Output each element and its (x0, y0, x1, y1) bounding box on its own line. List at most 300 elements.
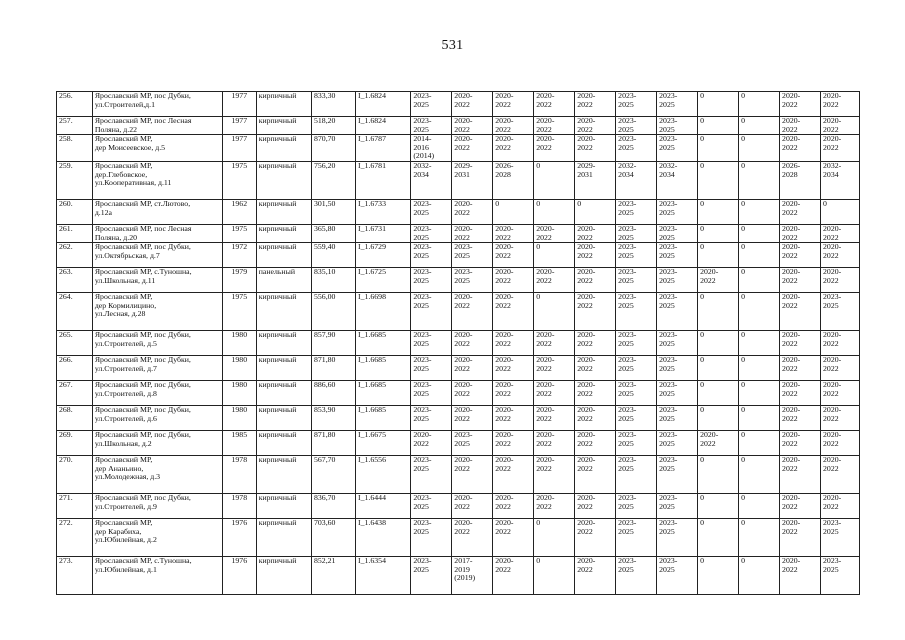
period-cell-p1: 2023- 2025 (411, 557, 452, 595)
period-cell-p9: 0 (739, 268, 780, 293)
period-cell-p6: 2023- 2025 (616, 431, 657, 456)
page-number: 531 (441, 38, 464, 53)
address-cell: Ярославский МР, пос Дубки, ул.Строителей, д.6 (92, 406, 222, 431)
material-cell: кирпичный (256, 331, 311, 356)
period-cell-p6: 2023- 2025 (616, 356, 657, 381)
code-cell: I_1.6731 (356, 224, 411, 242)
period-cell-p7: 2023- 2025 (657, 243, 698, 268)
period-cell-p8: 0 (698, 135, 739, 162)
period-cell-p7: 2032- 2034 (657, 161, 698, 199)
period-cell-p8: 0 (698, 494, 739, 519)
table-row (57, 519, 860, 557)
material-cell: кирпичный (256, 519, 311, 557)
material-cell: кирпичный (256, 224, 311, 242)
row-number: 267. (57, 381, 93, 406)
period-cell-p3: 2020- 2022 (493, 331, 534, 356)
period-cell-p9: 0 (739, 519, 780, 557)
area-cell: 301,50 (312, 199, 356, 224)
year-cell: 1980 (222, 381, 256, 406)
year-cell: 1975 (222, 293, 256, 331)
area-cell: 556,00 (312, 293, 356, 331)
material-cell: кирпичный (256, 406, 311, 431)
address-cell: Ярославский МР, пос Дубки, ул.Октябрьская, д.7 (92, 243, 222, 268)
period-cell-p5: 2020- 2022 (575, 381, 616, 406)
period-cell-p5: 2020- 2022 (575, 117, 616, 135)
year-cell: 1978 (222, 494, 256, 519)
period-cell-p10: 2020- 2022 (780, 224, 821, 242)
period-cell-p1: 2014- 2016 (2014) (411, 135, 452, 162)
period-cell-p6: 2023- 2025 (616, 519, 657, 557)
period-cell-p11: 2023- 2025 (821, 557, 860, 595)
row-number: 273. (57, 557, 93, 595)
code-cell: I_1.6675 (356, 431, 411, 456)
area-cell: 886,60 (312, 381, 356, 406)
period-cell-p4: 2020- 2022 (534, 494, 575, 519)
address-cell: Ярославский МР, пос Дубки, ул.Строителей,д.1 (92, 92, 222, 117)
code-cell: I_1.6685 (356, 331, 411, 356)
period-cell-p7: 2023- 2025 (657, 135, 698, 162)
row-number: 266. (57, 356, 93, 381)
period-cell-p7: 2023- 2025 (657, 224, 698, 242)
period-cell-p5: 2020- 2022 (575, 557, 616, 595)
housing-register-table (56, 91, 860, 595)
area-cell: 871,80 (312, 356, 356, 381)
period-cell-p11: 2020- 2022 (821, 135, 860, 162)
table-row (57, 243, 860, 268)
period-cell-p4: 0 (534, 557, 575, 595)
period-cell-p5: 2020- 2022 (575, 431, 616, 456)
period-cell-p3: 2020- 2022 (493, 557, 534, 595)
material-cell: кирпичный (256, 494, 311, 519)
address-cell: Ярославский МР, с.Туношна, ул.Юбилейная, д.1 (92, 557, 222, 595)
row-number: 259. (57, 161, 93, 199)
period-cell-p2: 2017- 2019 (2019) (452, 557, 493, 595)
period-cell-p2: 2020- 2022 (452, 519, 493, 557)
year-cell: 1976 (222, 519, 256, 557)
area-cell: 836,70 (312, 494, 356, 519)
period-cell-p4: 2020- 2022 (534, 431, 575, 456)
row-number: 271. (57, 494, 93, 519)
period-cell-p11: 2020- 2022 (821, 243, 860, 268)
year-cell: 1977 (222, 117, 256, 135)
period-cell-p10: 2020- 2022 (780, 494, 821, 519)
table-row (57, 431, 860, 456)
period-cell-p3: 2020- 2022 (493, 224, 534, 242)
period-cell-p10: 2020- 2022 (780, 117, 821, 135)
period-cell-p10: 2020- 2022 (780, 381, 821, 406)
period-cell-p2: 2020- 2022 (452, 331, 493, 356)
period-cell-p1: 2023- 2025 (411, 456, 452, 494)
period-cell-p6: 2023- 2025 (616, 331, 657, 356)
period-cell-p7: 2023- 2025 (657, 519, 698, 557)
period-cell-p6: 2023- 2025 (616, 293, 657, 331)
material-cell: кирпичный (256, 381, 311, 406)
period-cell-p5: 2029- 2031 (575, 161, 616, 199)
period-cell-p7: 2023- 2025 (657, 406, 698, 431)
address-cell: Ярославский МР, пос Дубки, ул.Строителей, д.8 (92, 381, 222, 406)
table-row (57, 161, 860, 199)
period-cell-p5: 2020- 2022 (575, 135, 616, 162)
area-cell: 870,70 (312, 135, 356, 162)
table-row (57, 268, 860, 293)
material-cell: кирпичный (256, 456, 311, 494)
period-cell-p9: 0 (739, 456, 780, 494)
period-cell-p3: 2020- 2022 (493, 293, 534, 331)
period-cell-p8: 0 (698, 381, 739, 406)
code-cell: I_1.6354 (356, 557, 411, 595)
table-row (57, 135, 860, 162)
period-cell-p11: 2020- 2022 (821, 331, 860, 356)
period-cell-p5: 2020- 2022 (575, 293, 616, 331)
period-cell-p4: 2020- 2022 (534, 331, 575, 356)
period-cell-p8: 0 (698, 117, 739, 135)
year-cell: 1962 (222, 199, 256, 224)
period-cell-p4: 2020- 2022 (534, 117, 575, 135)
period-cell-p5: 2020- 2022 (575, 519, 616, 557)
period-cell-p10: 2020- 2022 (780, 331, 821, 356)
address-cell: Ярославский МР, пос Дубки, ул.Школьная, д.2 (92, 431, 222, 456)
address-cell: Ярославский МР, с.Туношна, ул.Школьная, д.11 (92, 268, 222, 293)
material-cell: кирпичный (256, 199, 311, 224)
period-cell-p3: 2020- 2022 (493, 117, 534, 135)
period-cell-p3: 2020- 2022 (493, 431, 534, 456)
period-cell-p10: 2020- 2022 (780, 243, 821, 268)
period-cell-p9: 0 (739, 117, 780, 135)
period-cell-p11: 2020- 2022 (821, 356, 860, 381)
code-cell: I_1.6685 (356, 406, 411, 431)
row-number: 269. (57, 431, 93, 456)
period-cell-p3: 2026- 2028 (493, 161, 534, 199)
period-cell-p11: 2020- 2022 (821, 268, 860, 293)
year-cell: 1978 (222, 456, 256, 494)
code-cell: I_1.6438 (356, 519, 411, 557)
period-cell-p11: 2023- 2025 (821, 293, 860, 331)
code-cell: I_1.6733 (356, 199, 411, 224)
table-row (57, 293, 860, 331)
period-cell-p3: 2020- 2022 (493, 356, 534, 381)
address-cell: Ярославский МР, пос Лесная Поляна, д.22 (92, 117, 222, 135)
period-cell-p8: 0 (698, 224, 739, 242)
period-cell-p3: 2020- 2022 (493, 268, 534, 293)
period-cell-p6: 2023- 2025 (616, 494, 657, 519)
period-cell-p1: 2020- 2022 (411, 431, 452, 456)
period-cell-p2: 2020- 2022 (452, 456, 493, 494)
period-cell-p10: 2020- 2022 (780, 456, 821, 494)
period-cell-p4: 2020- 2022 (534, 224, 575, 242)
table-row (57, 92, 860, 117)
period-cell-p5: 2020- 2022 (575, 243, 616, 268)
period-cell-p1: 2023- 2025 (411, 331, 452, 356)
period-cell-p9: 0 (739, 135, 780, 162)
period-cell-p8: 0 (698, 557, 739, 595)
row-number: 265. (57, 331, 93, 356)
year-cell: 1975 (222, 161, 256, 199)
area-cell: 835,10 (312, 268, 356, 293)
period-cell-p11: 0 (821, 199, 860, 224)
area-cell: 756,20 (312, 161, 356, 199)
period-cell-p9: 0 (739, 406, 780, 431)
table-row (57, 224, 860, 242)
period-cell-p2: 2020- 2022 (452, 92, 493, 117)
address-cell: Ярославский МР, пос Дубки, ул.Строителей, д.7 (92, 356, 222, 381)
period-cell-p9: 0 (739, 161, 780, 199)
row-number: 268. (57, 406, 93, 431)
period-cell-p9: 0 (739, 92, 780, 117)
period-cell-p8: 0 (698, 243, 739, 268)
period-cell-p10: 2020- 2022 (780, 406, 821, 431)
address-cell: Ярославский МР, пос Дубки, ул.Строителей, д.5 (92, 331, 222, 356)
period-cell-p10: 2020- 2022 (780, 356, 821, 381)
table-row (57, 356, 860, 381)
area-cell: 559,40 (312, 243, 356, 268)
year-cell: 1980 (222, 331, 256, 356)
period-cell-p5: 2020- 2022 (575, 406, 616, 431)
address-cell: Ярославский МР, пос Лесная Поляна, д.20 (92, 224, 222, 242)
period-cell-p9: 0 (739, 381, 780, 406)
period-cell-p4: 2020- 2022 (534, 356, 575, 381)
period-cell-p8: 0 (698, 406, 739, 431)
period-cell-p1: 2032- 2034 (411, 161, 452, 199)
period-cell-p8: 2020- 2022 (698, 431, 739, 456)
year-cell: 1980 (222, 406, 256, 431)
period-cell-p8: 0 (698, 92, 739, 117)
period-cell-p10: 2020- 2022 (780, 519, 821, 557)
period-cell-p1: 2023- 2025 (411, 117, 452, 135)
period-cell-p7: 2023- 2025 (657, 431, 698, 456)
code-cell: I_1.6729 (356, 243, 411, 268)
address-cell: Ярославский МР, дер Кормилицино, ул.Лесная, д.28 (92, 293, 222, 331)
period-cell-p1: 2023- 2025 (411, 243, 452, 268)
period-cell-p9: 0 (739, 494, 780, 519)
row-number: 270. (57, 456, 93, 494)
period-cell-p8: 2020- 2022 (698, 268, 739, 293)
period-cell-p1: 2023- 2025 (411, 268, 452, 293)
period-cell-p7: 2023- 2025 (657, 331, 698, 356)
table-row (57, 199, 860, 224)
row-number: 264. (57, 293, 93, 331)
year-cell: 1979 (222, 268, 256, 293)
period-cell-p11: 2020- 2022 (821, 92, 860, 117)
period-cell-p5: 2020- 2022 (575, 356, 616, 381)
period-cell-p8: 0 (698, 356, 739, 381)
code-cell: I_1.6824 (356, 117, 411, 135)
period-cell-p6: 2023- 2025 (616, 199, 657, 224)
address-cell: Ярославский МР, дер Карабиха, ул.Юбилейная, д.2 (92, 519, 222, 557)
year-cell: 1977 (222, 92, 256, 117)
code-cell: I_1.6781 (356, 161, 411, 199)
period-cell-p3: 2020- 2022 (493, 381, 534, 406)
period-cell-p1: 2023- 2025 (411, 519, 452, 557)
period-cell-p6: 2023- 2025 (616, 557, 657, 595)
period-cell-p10: 2020- 2022 (780, 268, 821, 293)
period-cell-p2: 2020- 2022 (452, 293, 493, 331)
period-cell-p2: 2020- 2022 (452, 406, 493, 431)
period-cell-p5: 2020- 2022 (575, 268, 616, 293)
code-cell: I_1.6556 (356, 456, 411, 494)
period-cell-p4: 2020- 2022 (534, 406, 575, 431)
area-cell: 871,80 (312, 431, 356, 456)
period-cell-p6: 2023- 2025 (616, 135, 657, 162)
address-cell: Ярославский МР, ст.Лютово, д.12а (92, 199, 222, 224)
period-cell-p2: 2023- 2025 (452, 243, 493, 268)
period-cell-p8: 0 (698, 456, 739, 494)
period-cell-p4: 2020- 2022 (534, 135, 575, 162)
period-cell-p6: 2023- 2025 (616, 456, 657, 494)
material-cell: кирпичный (256, 431, 311, 456)
period-cell-p6: 2023- 2025 (616, 243, 657, 268)
period-cell-p2: 2020- 2022 (452, 224, 493, 242)
code-cell: I_1.6824 (356, 92, 411, 117)
period-cell-p9: 0 (739, 224, 780, 242)
period-cell-p6: 2032- 2034 (616, 161, 657, 199)
period-cell-p11: 2023- 2025 (821, 519, 860, 557)
period-cell-p2: 2020- 2022 (452, 117, 493, 135)
period-cell-p2: 2020- 2022 (452, 199, 493, 224)
period-cell-p11: 2020- 2022 (821, 406, 860, 431)
period-cell-p4: 2020- 2022 (534, 268, 575, 293)
period-cell-p5: 2020- 2022 (575, 331, 616, 356)
period-cell-p8: 0 (698, 519, 739, 557)
table-row (57, 381, 860, 406)
table-row (57, 331, 860, 356)
period-cell-p11: 2020- 2022 (821, 494, 860, 519)
material-cell: кирпичный (256, 117, 311, 135)
period-cell-p7: 2023- 2025 (657, 381, 698, 406)
period-cell-p4: 2020- 2022 (534, 456, 575, 494)
period-cell-p6: 2023- 2025 (616, 92, 657, 117)
period-cell-p1: 2023- 2025 (411, 381, 452, 406)
period-cell-p7: 2023- 2025 (657, 557, 698, 595)
period-cell-p2: 2029- 2031 (452, 161, 493, 199)
row-number: 272. (57, 519, 93, 557)
period-cell-p2: 2023- 2025 (452, 431, 493, 456)
area-cell: 853,90 (312, 406, 356, 431)
period-cell-p9: 0 (739, 356, 780, 381)
period-cell-p1: 2023- 2025 (411, 494, 452, 519)
period-cell-p2: 2020- 2022 (452, 381, 493, 406)
period-cell-p2: 2020- 2022 (452, 494, 493, 519)
table-row (57, 456, 860, 494)
period-cell-p10: 2020- 2022 (780, 557, 821, 595)
period-cell-p10: 2020- 2022 (780, 199, 821, 224)
period-cell-p7: 2023- 2025 (657, 456, 698, 494)
period-cell-p11: 2020- 2022 (821, 117, 860, 135)
period-cell-p9: 0 (739, 243, 780, 268)
period-cell-p10: 2020- 2022 (780, 135, 821, 162)
period-cell-p7: 2023- 2025 (657, 356, 698, 381)
area-cell: 703,60 (312, 519, 356, 557)
area-cell: 365,80 (312, 224, 356, 242)
period-cell-p7: 2023- 2025 (657, 199, 698, 224)
row-number: 263. (57, 268, 93, 293)
year-cell: 1976 (222, 557, 256, 595)
material-cell: кирпичный (256, 243, 311, 268)
period-cell-p6: 2023- 2025 (616, 406, 657, 431)
period-cell-p7: 2023- 2025 (657, 268, 698, 293)
period-cell-p5: 2020- 2022 (575, 494, 616, 519)
period-cell-p1: 2023- 2025 (411, 92, 452, 117)
material-cell: кирпичный (256, 92, 311, 117)
period-cell-p9: 0 (739, 331, 780, 356)
period-cell-p9: 0 (739, 557, 780, 595)
period-cell-p6: 2023- 2025 (616, 224, 657, 242)
material-cell: панельный (256, 268, 311, 293)
period-cell-p8: 0 (698, 331, 739, 356)
period-cell-p11: 2020- 2022 (821, 224, 860, 242)
period-cell-p3: 2020- 2022 (493, 456, 534, 494)
period-cell-p1: 2023- 2025 (411, 224, 452, 242)
period-cell-p1: 2023- 2025 (411, 406, 452, 431)
code-cell: I_1.6685 (356, 356, 411, 381)
period-cell-p3: 2020- 2022 (493, 135, 534, 162)
period-cell-p10: 2020- 2022 (780, 293, 821, 331)
period-cell-p9: 0 (739, 293, 780, 331)
period-cell-p8: 0 (698, 161, 739, 199)
period-cell-p2: 2020- 2022 (452, 135, 493, 162)
material-cell: кирпичный (256, 293, 311, 331)
period-cell-p4: 0 (534, 161, 575, 199)
period-cell-p9: 0 (739, 199, 780, 224)
period-cell-p2: 2020- 2022 (452, 356, 493, 381)
period-cell-p4: 0 (534, 199, 575, 224)
material-cell: кирпичный (256, 356, 311, 381)
row-number: 258. (57, 135, 93, 162)
table-body (57, 92, 860, 595)
period-cell-p11: 2020- 2022 (821, 456, 860, 494)
table-row (57, 406, 860, 431)
material-cell: кирпичный (256, 135, 311, 162)
period-cell-p4: 2020- 2022 (534, 92, 575, 117)
period-cell-p6: 2023- 2025 (616, 268, 657, 293)
period-cell-p1: 2023- 2025 (411, 293, 452, 331)
period-cell-p4: 0 (534, 519, 575, 557)
period-cell-p3: 2020- 2022 (493, 92, 534, 117)
period-cell-p5: 2020- 2022 (575, 456, 616, 494)
period-cell-p2: 2023- 2025 (452, 268, 493, 293)
area-cell: 852,21 (312, 557, 356, 595)
period-cell-p7: 2023- 2025 (657, 92, 698, 117)
period-cell-p4: 0 (534, 293, 575, 331)
material-cell: кирпичный (256, 557, 311, 595)
period-cell-p3: 2020- 2022 (493, 406, 534, 431)
period-cell-p5: 0 (575, 199, 616, 224)
row-number: 257. (57, 117, 93, 135)
period-cell-p8: 0 (698, 293, 739, 331)
period-cell-p1: 2023- 2025 (411, 199, 452, 224)
table-row (57, 557, 860, 595)
period-cell-p3: 0 (493, 199, 534, 224)
address-cell: Ярославский МР, дер Ананьино, ул.Молодежная, д.3 (92, 456, 222, 494)
period-cell-p1: 2023- 2025 (411, 356, 452, 381)
area-cell: 518,20 (312, 117, 356, 135)
period-cell-p8: 0 (698, 199, 739, 224)
row-number: 256. (57, 92, 93, 117)
period-cell-p10: 2026- 2028 (780, 161, 821, 199)
table-row (57, 494, 860, 519)
period-cell-p7: 2023- 2025 (657, 117, 698, 135)
year-cell: 1977 (222, 135, 256, 162)
period-cell-p4: 2020- 2022 (534, 381, 575, 406)
code-cell: I_1.6725 (356, 268, 411, 293)
period-cell-p3: 2020- 2022 (493, 494, 534, 519)
address-cell: Ярославский МР, дер.Глебовское, ул.Кооперативная, д.11 (92, 161, 222, 199)
area-cell: 857,90 (312, 331, 356, 356)
address-cell: Ярославский МР, пос Дубки, ул.Строителей, д.9 (92, 494, 222, 519)
period-cell-p10: 2020- 2022 (780, 92, 821, 117)
code-cell: I_1.6685 (356, 381, 411, 406)
period-cell-p4: 0 (534, 243, 575, 268)
period-cell-p6: 2023- 2025 (616, 381, 657, 406)
